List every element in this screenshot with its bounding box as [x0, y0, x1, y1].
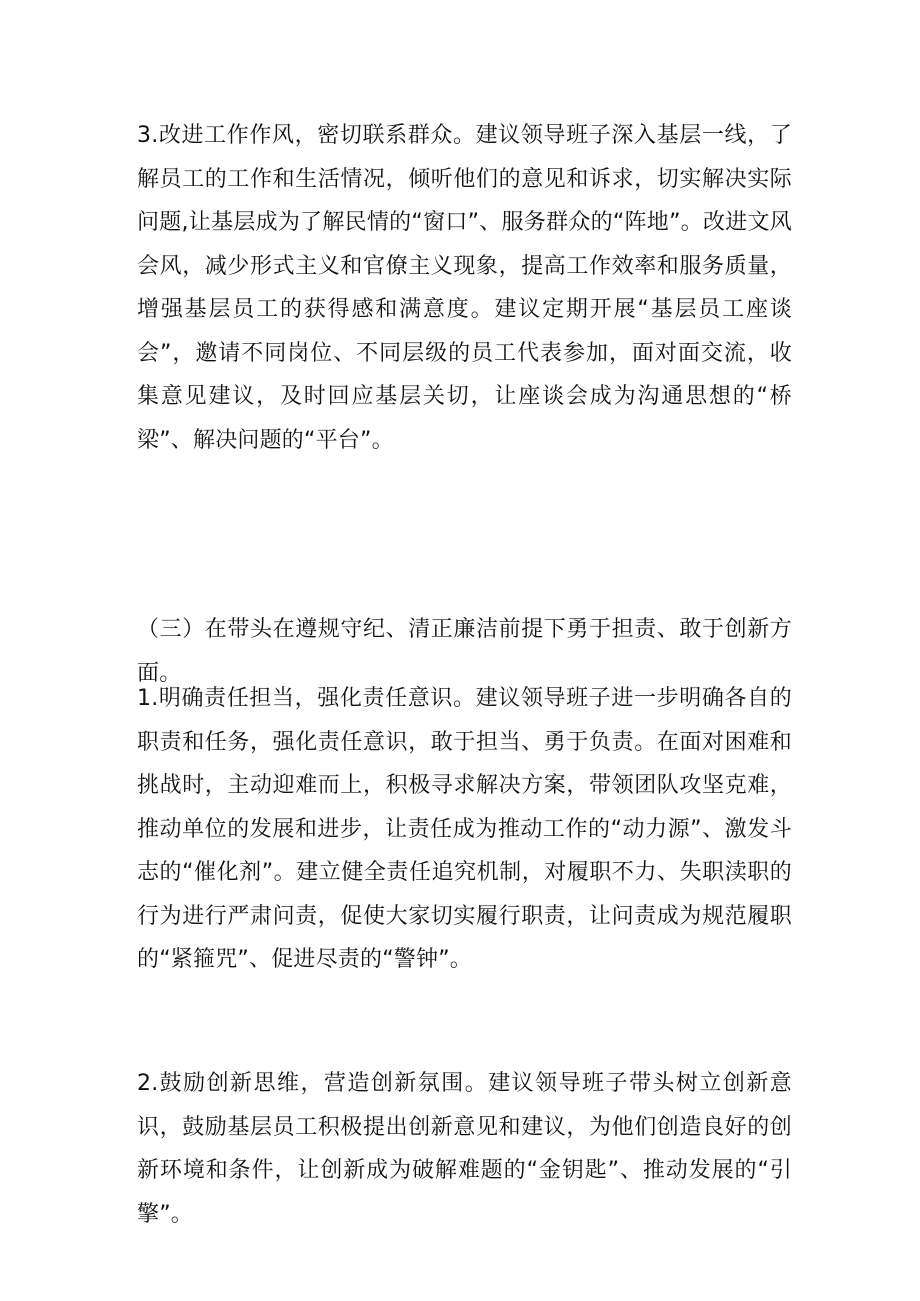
paragraph-work-style: 3.改进工作作风，密切联系群众。建议领导班子深入基层一线，了解员工的工作和生活情况，倾听他们的意见和诉求，切实解决实际问题,让基层成为了解民情的“窗口”、服务群众的“阵地”。改进文风会风，减少形式主义和官僚主义现象，提高工作效率和服务质量，增强基层员工的获得感和满意度。建议定期开展“基层员工座谈会”，邀请不同岗位、不同层级的员工代表参加，面对面交流，收集意见建议，及时回应基层关切，让座谈会成为沟通思想的“桥梁”、解决问题的“平台”。	[137, 123, 792, 453]
section-heading-three: （三）在带头在遵规守纪、清正廉洁前提下勇于担责、敢于创新方面。	[137, 617, 792, 686]
paragraph-innovation: 2.鼓励创新思维，营造创新氛围。建议领导班子带头树立创新意识，鼓励基层员工积极提出创新意见和建议，为他们创造良好的创新环境和条件，让创新成为破解难题的“金钥匙”、推动发展的“引擎”。	[137, 1071, 792, 1227]
paragraph-responsibility: 1.明确责任担当，强化责任意识。建议领导班子进一步明确各自的职责和任务，强化责任意识，敢于担当、勇于负责。在面对困难和挑战时，主动迎难而上，积极寻求解决方案，带领团队攻坚克难，推动单位的发展和进步，让责任成为推动工作的“动力源”、激发斗志的“催化剂”。建立健全责任追究机制，对履职不力、失职渎职的行为进行严肃问责，促使大家切实履行职责，让问责成为规范履职的“紧箍咒”、促进尽责的“警钟”。	[137, 686, 792, 972]
